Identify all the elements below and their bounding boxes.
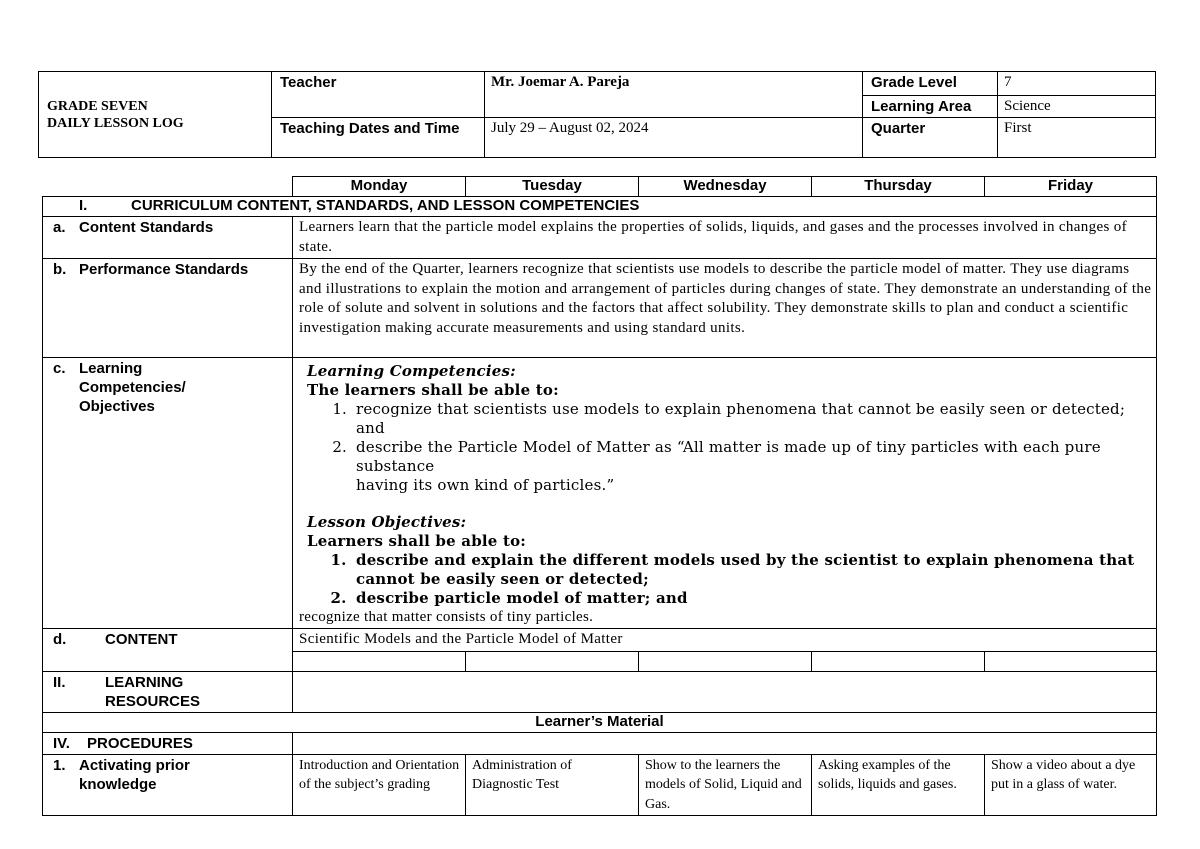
activating-monday: Introduction and Orientation of the subject’s grading [293,754,466,816]
teacher-label: Teacher [272,72,485,118]
learning-resources-label [43,671,293,712]
section-number: I. [79,197,88,214]
item-number: 1. [53,756,66,774]
label-line1: LEARNING [105,673,184,691]
day-thursday: Thursday [812,177,985,197]
label-text: CONTENT [105,631,178,649]
day-friday: Friday [985,177,1157,197]
item-number: a. [53,219,66,236]
item-number: II. [53,673,66,691]
lo-item-2: 2. describe particle model of matter; and [352,589,1152,608]
lc-item-2 [352,438,1152,495]
section-curriculum [43,197,1157,217]
lesson-log-header [38,71,1156,158]
activating-wednesday: Show to the learners the models of Solid, Liquid and Gas. [639,754,812,816]
learners-material: Learner’s Material [43,712,1157,732]
lesson-log-table [42,176,1157,816]
dates-label: Teaching Dates and Time [272,118,485,158]
content-text: Scientific Models and the Particle Model of Matter [293,629,1157,652]
lc-heading: Learning Competencies: [307,362,516,381]
item-number: d. [53,631,67,649]
content-friday [985,651,1157,671]
lc-item-2-text: describe the Particle Model of Matter as “All matter is made up of tiny particles with each pure substance [356,438,1101,476]
title-line2: DAILY LESSON LOG [47,115,184,131]
label-line3: Objectives [79,398,155,416]
content-wednesday [639,651,812,671]
lo-last: recognize that matter consists of tiny particles. [299,609,594,626]
dates-value: July 29 – August 02, 2024 [485,118,863,158]
item-number: b. [53,261,67,279]
label-line2: Competencies/ [79,379,186,397]
log-title [39,72,272,158]
grade-level-label: Grade Level [863,72,998,96]
empty-corner [43,177,293,197]
competencies-content [293,358,1157,629]
procedures-label [43,732,293,754]
learning-area-value: Science [998,96,1156,118]
item-number: IV. [53,734,70,752]
label-line2: RESOURCES [105,692,201,710]
label-line1: Activating prior [79,756,190,774]
learning-resources-content [293,671,1157,712]
activating-friday: Show a video about a dye put in a glass of water. [985,754,1157,816]
content-standards-label [43,217,293,259]
content-standards-text: Learners learn that the particle model explains the properties of solids, liquids, and gases and the processes involved in changes of state. [293,217,1157,259]
content-thursday [812,651,985,671]
content-tuesday [466,651,639,671]
activating-thursday: Asking examples of the solids, liquids and gases. [812,754,985,816]
teacher-value: Mr. Joemar A. Pareja [485,72,863,118]
performance-standards-label [43,259,293,358]
activating-tuesday: Administration of Diagnostic Test [466,754,639,816]
lo-item-1: 1. describe and explain the different models used by the scientist to explain phenomena that cannot be easily seen or detected; [352,551,1152,589]
label-text: Content Standards [79,219,214,236]
learning-area-label: Learning Area [863,96,998,118]
lo-intro: Learners shall be able to: [307,532,527,551]
day-monday: Monday [293,177,466,197]
lc-intro: The learners shall be able to: [307,381,559,400]
procedures-content [293,732,1157,754]
item-number: c. [53,360,66,378]
lc-item-2-cont: having its own kind of particles.” [356,476,615,495]
title-line1: GRADE SEVEN [47,98,148,114]
lo-heading: Lesson Objectives: [307,513,467,532]
competencies-label [43,358,293,629]
label-text: Performance Standards [79,261,249,279]
activating-label [43,754,293,816]
quarter-value: First [998,118,1156,158]
label-line2: knowledge [79,775,157,793]
day-wednesday: Wednesday [639,177,812,197]
content-monday [293,651,466,671]
section-title: CURRICULUM CONTENT, STANDARDS, AND LESSON COMPETENCIES [131,197,640,214]
grade-level-value: 7 [998,72,1156,96]
performance-standards-text: By the end of the Quarter, learners recognize that scientists use models to describe the particle model of matter. They use diagrams and illustrations to explain the motion and arrangement of particles during changes of state. They demonstrate an understanding of the role of solute and solvent in solutions and the factors that affect solubility. They demonstrate skills to plan and conduct a scientific investigation making accurate measurements and using standard units. [293,259,1157,358]
day-tuesday: Tuesday [466,177,639,197]
label-line1: Learning [79,360,143,378]
label-text: PROCEDURES [87,734,193,752]
content-label [43,629,293,672]
lc-item-1: 1. recognize that scientists use models to explain phenomena that cannot be easily seen or detected; and [352,400,1152,438]
quarter-label: Quarter [863,118,998,158]
